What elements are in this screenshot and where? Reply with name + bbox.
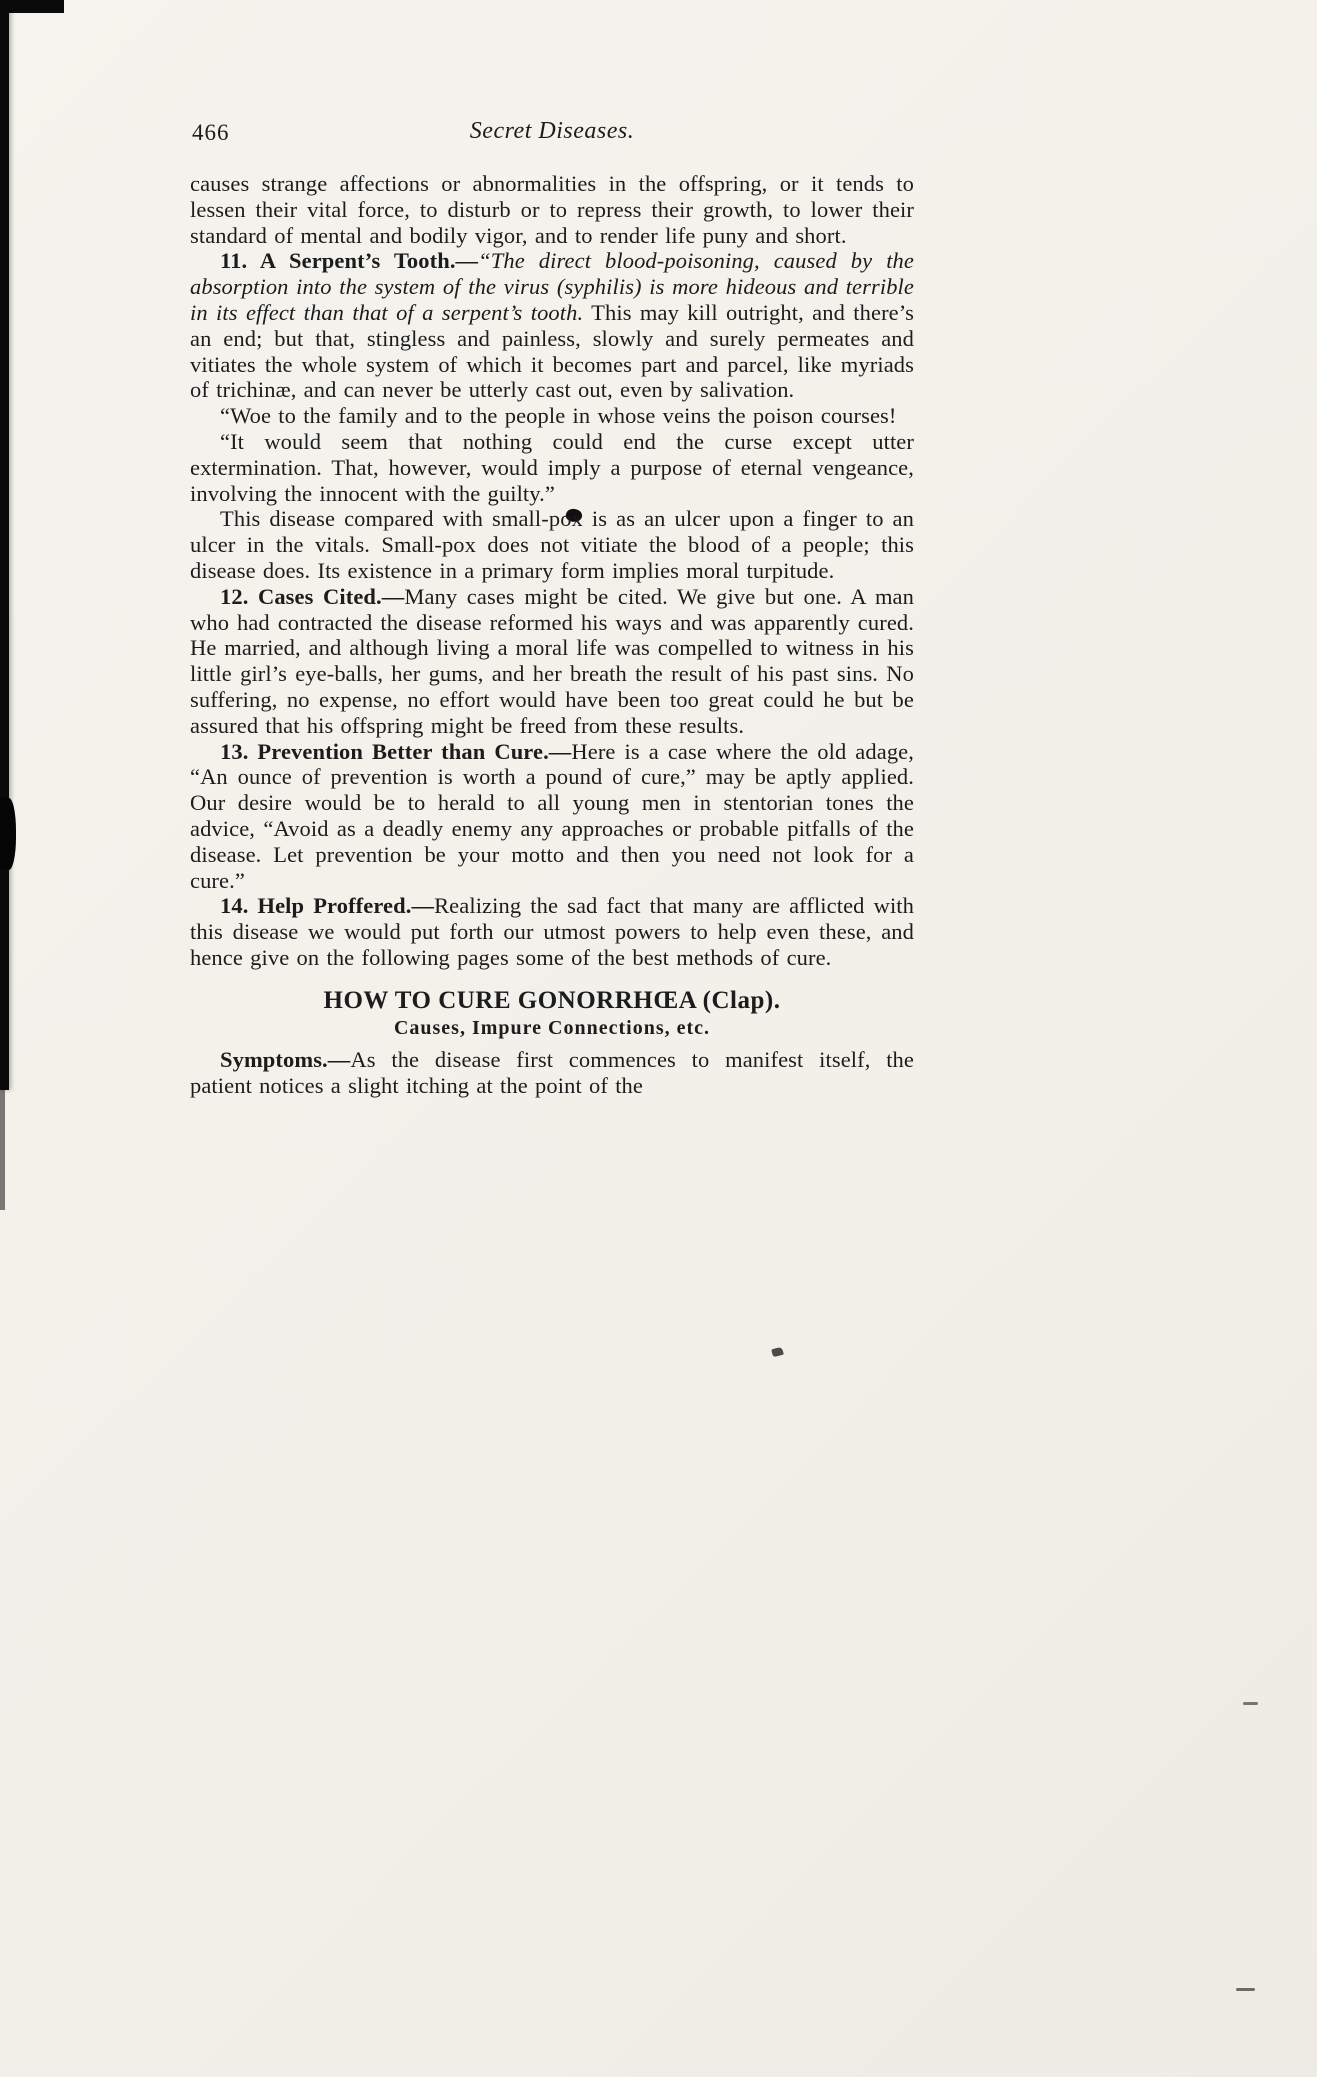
scan-speck [771, 1347, 784, 1358]
paragraph-curse [190, 429, 914, 506]
paragraph-text: This disease compared with small-pox is as an ulcer upon a finger to an ulcer in the vitals. Small-pox does not vitiate the blood of a people; this disease does. Its existence in a primary form implies moral turpitude. [190, 506, 914, 583]
scan-corner-artifact [0, 0, 64, 13]
page-number: 466 [192, 120, 230, 145]
paragraph-serpents-tooth [190, 248, 914, 403]
paragraph-text: As the disease first commences to manifest itself, the patient notices a slight itching at the point of the [190, 1046, 914, 1098]
paragraph-text: “Woe to the family and to the people in whose veins the poison courses! [220, 403, 897, 429]
running-header [190, 118, 914, 145]
paragraph-smallpox-comparison [190, 506, 914, 583]
scan-speck [1236, 1988, 1255, 1991]
scan-speck [1243, 1702, 1258, 1705]
paragraph-continuation [190, 171, 914, 248]
paragraph-woe [190, 403, 914, 429]
paragraph-prevention-better [190, 739, 914, 894]
paragraph-text: “It would seem that nothing could end the curse except utter extermination. That, however, would imply a purpose of eternal vengeance, involving the innocent with the guilty.” [190, 428, 914, 506]
scan-edge-artifact [0, 0, 9, 1090]
section-lead: 13. Prevention Better than Cure.— [220, 738, 572, 764]
section-lead: 11. A Serpent’s Tooth.— [220, 248, 479, 274]
quoted-italic-text: “The direct blood-poisoning, caused by the absorption into the system of the virus (syphilis) is more hideous and terrible in its effect than that of a serpent’s tooth. [190, 248, 914, 325]
section-lead: Symptoms.— [220, 1046, 351, 1072]
paragraph-symptoms [190, 1047, 914, 1099]
paragraph-help-proffered [190, 893, 914, 970]
running-title: Secret Diseases. [469, 118, 635, 144]
section-heading: HOW TO CURE GONORRHŒA (Clap). [323, 986, 781, 1014]
section-subheading: Causes, Impure Connections, etc. [393, 1016, 711, 1039]
section-lead: 14. Help Proffered.— [220, 893, 435, 919]
paragraph-text: Realizing the sad fact that many are afflicted with this disease we would put forth our utmost powers to help even these, and hence give on the following pages some of the best methods of cure. [190, 893, 914, 970]
paragraph-text: causes strange affections or abnormalities in the offspring, or it tends to lessen their vital force, to disturb or to repress their growth, to lower their standard of mental and bodily vigor, and to render life puny and short. [190, 171, 914, 248]
paragraph-text: Many cases might be cited. We give but one. A man who had contracted the disease reformed his ways and was apparently cured. He married, and although living a moral life was compelled to witness in his little girl’s eye-balls, her gums, and her breath the result of his past sins. No suffering, no expense, no effort would have been too great could he but be assured that his offspring might be freed from these results. [190, 583, 914, 738]
section-lead: 12. Cases Cited.— [220, 583, 405, 609]
scan-edge-tail-artifact [0, 1090, 5, 1210]
scan-blob-artifact [0, 798, 16, 870]
text-column [190, 118, 914, 1098]
paragraph-cases-cited [190, 584, 914, 739]
paragraph-text: Here is a case where the old adage, “An ounce of prevention is worth a pound of cure,” may be aptly applied. Our desire would be to herald to all young men in stentorian tones the advice, “Avoid as a deadly enemy any approaches or probable pitfalls of the disease. Let prevention be your motto and then you need not look for a cure.” [190, 738, 914, 893]
paragraph-text: This may kill outright, and there’s an end; but that, stingless and painless, slowly and surely permeates and vitiates the whole system of which it becomes part and parcel, like myriads of trichinæ, and can never be utterly cast out, even by salivation. [190, 299, 914, 403]
